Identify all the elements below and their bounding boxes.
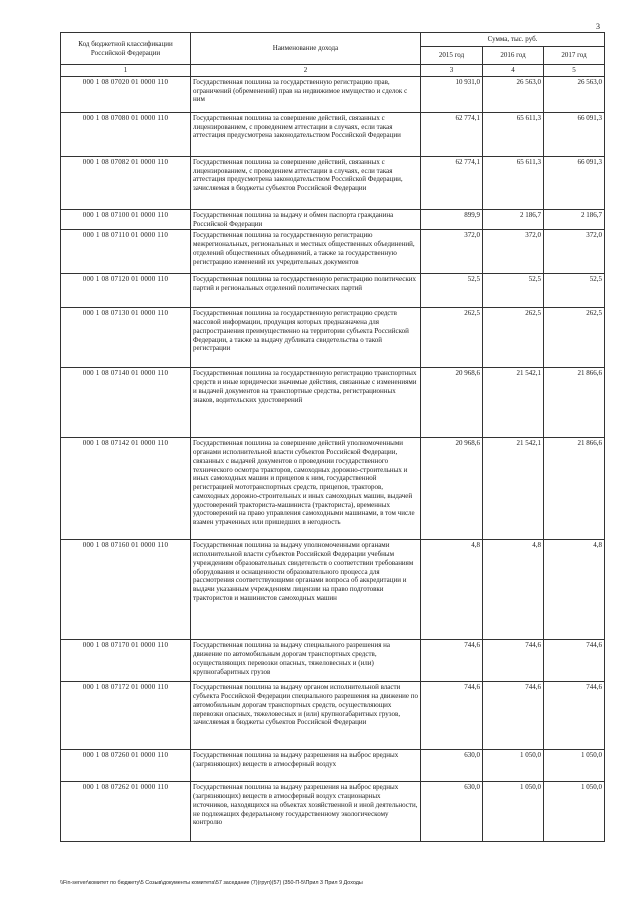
- row-code: 000 1 08 07170 01 0000 110: [61, 640, 191, 682]
- row-value-2016: 744,6: [483, 640, 544, 682]
- row-value-2016: 26 563,0: [483, 76, 544, 112]
- row-value-2015: 899,9: [421, 209, 483, 230]
- header-name: Наименование дохода: [191, 33, 421, 65]
- row-value-2017: 1 050,0: [544, 782, 605, 842]
- row-code: 000 1 08 07260 01 0000 110: [61, 750, 191, 782]
- row-code: 000 1 08 07262 01 0000 110: [61, 782, 191, 842]
- row-value-2015: 372,0: [421, 230, 483, 274]
- row-name: Государственная пошлина за выдачу специального разрешения на движение по автомобильным дорогам транспортных средств, осуществляющих перевозки опасных, тяжеловесных и (или) крупногабаритных грузов: [191, 640, 421, 682]
- row-code: 000 1 08 07100 01 0000 110: [61, 209, 191, 230]
- row-value-2015: 52,5: [421, 274, 483, 308]
- table-row: [61, 112, 605, 156]
- row-value-2016: 372,0: [483, 230, 544, 274]
- row-value-2016: 65 611,3: [483, 112, 544, 156]
- table-row: [61, 640, 605, 682]
- table-row: [61, 156, 605, 209]
- row-code: 000 1 08 07120 01 0000 110: [61, 274, 191, 308]
- table-row: [61, 750, 605, 782]
- row-name: Государственная пошлина за выдачу органом исполнительной власти субъекта Российской Федерации специального разрешения на движение по автомобильным дорогам транспортных средств, осуществляющих перевозки опасных, тяжеловесных и (или) крупногабаритных грузов, зачисляемая в бюджеты субъектов Российской Федерации: [191, 682, 421, 750]
- row-value-2015: 62 774,1: [421, 156, 483, 209]
- row-code: 000 1 08 07172 01 0000 110: [61, 682, 191, 750]
- footer-file-path: \\Fin-server\комитет по бюджету\5 Созыв\документы комитета\57 заседание (7)(груп)(57) (350-П-5\Прил 3 Прил 9 Доходы: [60, 880, 363, 886]
- row-name: Государственная пошлина за государственную регистрацию транспортных средств и иные юридически значимые действия, связанные с изменениями и выдачей документов на транспортные средства, регистрационных знаков, водительских удостоверений: [191, 368, 421, 438]
- header-year-2015: 2015 год: [421, 47, 483, 65]
- header-num-3: 3: [421, 65, 483, 77]
- row-name: Государственная пошлина за выдачу разрешения на выброс вредных (загрязняющих) веществ в атмосферный воздух стационарных источников, находящихся на объектах хозяйственной и иной деятельности, не подлежащих федеральному государственному экологическому контролю: [191, 782, 421, 842]
- row-name: Государственная пошлина за выдачу уполномоченными органами исполнительной власти субъектов Российской Федерации учебным учреждениям образовательных свидетельств о соответствии требованиям оборудования и оснащенности образовательного процесса для рассмотрения соответствующими органами вопроса об аккредитации и выдачи указанным учреждениям лицензии на право подготовки трактористов и машинистов самоходных машин: [191, 540, 421, 640]
- row-value-2017: 52,5: [544, 274, 605, 308]
- row-value-2017: 372,0: [544, 230, 605, 274]
- row-code: 000 1 08 07020 01 0000 110: [61, 76, 191, 112]
- row-value-2016: 2 186,7: [483, 209, 544, 230]
- table-body: [61, 76, 605, 842]
- row-name: Государственная пошлина за выдачу разрешения на выброс вредных (загрязняющих) веществ в атмосферный воздух: [191, 750, 421, 782]
- header-num-2: 2: [191, 65, 421, 77]
- revenue-table: [60, 32, 605, 842]
- table-row: [61, 438, 605, 540]
- row-code: 000 1 08 07130 01 0000 110: [61, 308, 191, 368]
- row-value-2016: 65 611,3: [483, 156, 544, 209]
- header-num-4: 4: [483, 65, 544, 77]
- row-value-2016: 1 050,0: [483, 782, 544, 842]
- row-value-2016: 262,5: [483, 308, 544, 368]
- header-num-5: 5: [544, 65, 605, 77]
- row-value-2016: 21 542,1: [483, 368, 544, 438]
- table-row: [61, 230, 605, 274]
- row-name: Государственная пошлина за государственную регистрацию средств массовой информации, продукция которых предназначена для распространения преимущественно на территории субъекта Российской Федерации, а также за выдачу дубликата свидетельства о такой регистрации: [191, 308, 421, 368]
- row-value-2016: 744,6: [483, 682, 544, 750]
- header-num-1: 1: [61, 65, 191, 77]
- row-value-2017: 744,6: [544, 682, 605, 750]
- row-code: 000 1 08 07080 01 0000 110: [61, 112, 191, 156]
- table-row: [61, 682, 605, 750]
- row-name: Государственная пошлина за государственную регистрацию политических партий и региональных отделений политических партий: [191, 274, 421, 308]
- row-value-2017: 21 866,6: [544, 438, 605, 540]
- header-year-2017: 2017 год: [544, 47, 605, 65]
- row-value-2015: 20 968,6: [421, 438, 483, 540]
- row-code: 000 1 08 07142 01 0000 110: [61, 438, 191, 540]
- row-name: Государственная пошлина за выдачу и обмен паспорта гражданина Российской Федерации: [191, 209, 421, 230]
- row-value-2016: 21 542,1: [483, 438, 544, 540]
- row-name: Государственная пошлина за государственную регистрацию межрегиональных, региональных и местных общественных объединений, отделений общественных объединений, а также за государственную регистрацию изменений их учредительных документов: [191, 230, 421, 274]
- row-code: 000 1 08 07160 01 0000 110: [61, 540, 191, 640]
- row-value-2017: 2 186,7: [544, 209, 605, 230]
- row-value-2017: 262,5: [544, 308, 605, 368]
- table-row: [61, 274, 605, 308]
- row-name: Государственная пошлина за государственную регистрацию прав, ограничений (обременений) прав на недвижимое имущество и сделок с ним: [191, 76, 421, 112]
- row-code: 000 1 08 07140 01 0000 110: [61, 368, 191, 438]
- row-value-2016: 4,8: [483, 540, 544, 640]
- row-value-2015: 62 774,1: [421, 112, 483, 156]
- row-value-2017: 21 866,6: [544, 368, 605, 438]
- row-value-2017: 4,8: [544, 540, 605, 640]
- row-value-2017: 744,6: [544, 640, 605, 682]
- header-sum: Сумма, тыс. руб.: [421, 33, 605, 47]
- header-code: Код бюджетной классификации Российской Федерации: [61, 33, 191, 65]
- page-number: 3: [596, 22, 600, 31]
- row-value-2017: 1 050,0: [544, 750, 605, 782]
- row-value-2016: 1 050,0: [483, 750, 544, 782]
- table-row: [61, 782, 605, 842]
- row-value-2015: 744,6: [421, 682, 483, 750]
- row-name: Государственная пошлина за совершение действий, связанных с лицензированием, с проведением аттестации в случаях, если такая аттестация предусмотрена законодательством Российской Федерации: [191, 112, 421, 156]
- row-code: 000 1 08 07110 01 0000 110: [61, 230, 191, 274]
- row-value-2015: 10 931,0: [421, 76, 483, 112]
- row-name: Государственная пошлина за совершение действий уполномоченными органами исполнительной власти субъектов Российской Федерации, связанных с выдачей документов о проведении государственного технического осмотра тракторов, самоходных дорожно-строительных и иных самоходных машин и прицепов к ним, государственной регистрацией мототранспортных средств, прицепов, тракторов, самоходных дорожно-строительных и иных самоходных машин, выдачей удостоверений тракториста-машиниста (тракториста), временных удостоверений на право управления самоходными машинами, в том числе взамен утраченных или пришедших в негодность: [191, 438, 421, 540]
- row-value-2015: 630,0: [421, 750, 483, 782]
- row-value-2017: 66 091,3: [544, 112, 605, 156]
- row-value-2015: 4,8: [421, 540, 483, 640]
- row-value-2017: 66 091,3: [544, 156, 605, 209]
- row-value-2015: 744,6: [421, 640, 483, 682]
- row-value-2015: 20 968,6: [421, 368, 483, 438]
- table-row: [61, 368, 605, 438]
- row-code: 000 1 08 07082 01 0000 110: [61, 156, 191, 209]
- header-year-2016: 2016 год: [483, 47, 544, 65]
- row-value-2015: 262,5: [421, 308, 483, 368]
- table-row: [61, 308, 605, 368]
- table-row: [61, 76, 605, 112]
- table-row: [61, 540, 605, 640]
- row-name: Государственная пошлина за совершение действий, связанных с лицензированием, с проведением аттестации в случаях, если такая аттестация предусмотрена законодательством Российской Федерации, зачисляемая в бюджеты субъектов Российской Федерации: [191, 156, 421, 209]
- row-value-2015: 630,0: [421, 782, 483, 842]
- row-value-2017: 26 563,0: [544, 76, 605, 112]
- table-header: [61, 33, 605, 77]
- row-value-2016: 52,5: [483, 274, 544, 308]
- table-row: [61, 209, 605, 230]
